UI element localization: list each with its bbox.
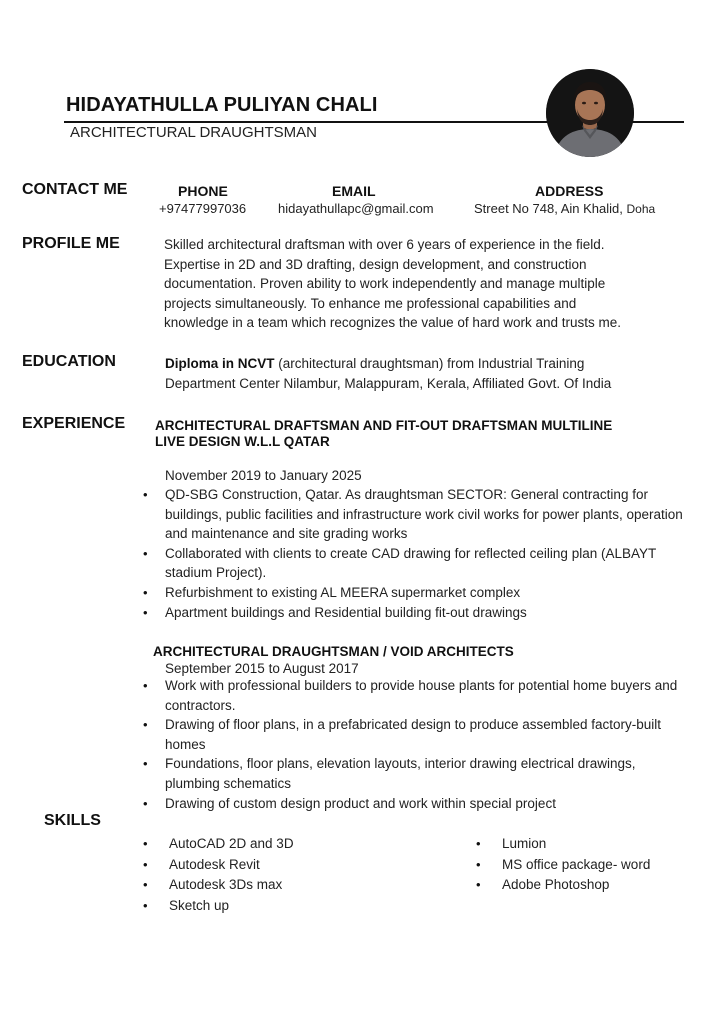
- skill-item: • Autodesk Revit: [141, 855, 441, 876]
- profile-line: projects simultaneously. To enhance me professional capabilities and: [164, 295, 577, 311]
- job-1-title-line: ARCHITECTURAL DRAFTSMAN AND FIT-OUT DRAFTSMAN MULTILINE: [155, 418, 613, 433]
- list-item: • QD-SBG Construction, Qatar. As draughtsman SECTOR: General contracting for buildings, public facilities and infrastructure work civil works for power plants, operation and maintenance and site grading works: [141, 485, 686, 544]
- education-institution: (architectural draughtsman) from Industrial Training: [274, 356, 585, 371]
- job-1-duties: [141, 485, 686, 622]
- list-item: • Drawing of custom design product and work within special project: [141, 794, 686, 814]
- list-item: • Refurbishment to existing AL MEERA supermarket complex: [141, 583, 686, 603]
- contact-heading: CONTACT ME: [22, 181, 128, 198]
- address-value: [474, 201, 655, 216]
- person-portrait-icon: [546, 69, 634, 157]
- skill-item: • Lumion: [474, 834, 694, 855]
- email-value[interactable]: hidayathullapc@gmail.com: [278, 201, 434, 216]
- education-degree: Diploma in NCVT: [165, 356, 275, 371]
- job-1-title: [155, 418, 695, 450]
- profile-line: Skilled architectural draftsman with over 6 years of experience in the field.: [164, 237, 605, 252]
- address-city: Doha: [626, 202, 656, 216]
- job-2-dates: September 2015 to August 2017: [165, 661, 359, 676]
- resume-name: HIDAYATHULLA PULIYAN CHALI: [66, 94, 378, 116]
- job-2-duties: [141, 676, 686, 813]
- address-label: ADDRESS: [535, 183, 604, 199]
- job-2-title: ARCHITECTURAL DRAUGHTSMAN / VOID ARCHITECTS: [153, 644, 514, 659]
- list-item: • Collaborated with clients to create CAD drawing for reflected ceiling plan (ALBAYT stadium Project).: [141, 544, 686, 583]
- list-item: • Work with professional builders to provide house plants for potential home buyers and contractors.: [141, 676, 686, 715]
- education-line: Department Center Nilambur, Malappuram, Kerala, Affiliated Govt. Of India: [165, 375, 612, 391]
- skills-list-left: [141, 834, 441, 916]
- profile-photo: [546, 69, 634, 157]
- skill-item: • MS office package- word: [474, 855, 694, 876]
- list-item: • Foundations, floor plans, elevation layouts, interior drawing electrical drawings, plumbing schematics: [141, 754, 686, 793]
- skills-heading: SKILLS: [44, 812, 101, 829]
- skill-item: • Adobe Photoshop: [474, 875, 694, 896]
- job-1-dates: November 2019 to January 2025: [165, 468, 362, 483]
- skill-item: • Sketch up: [141, 896, 441, 917]
- profile-heading: PROFILE ME: [22, 235, 120, 252]
- phone-value: +97477997036: [159, 201, 247, 216]
- profile-summary: [164, 235, 694, 333]
- experience-heading: EXPERIENCE: [22, 415, 126, 432]
- education-line: [165, 354, 695, 374]
- job-1-title-line: LIVE DESIGN W.L.L QATAR: [155, 434, 330, 449]
- job-title: ARCHITECTURAL DRAUGHTSMAN: [70, 124, 317, 141]
- profile-line: documentation. Proven ability to work independently and manage multiple: [164, 276, 606, 292]
- profile-line: Expertise in 2D and 3D drafting, design development, and construction: [164, 256, 587, 272]
- skill-item: • Autodesk 3Ds max: [141, 875, 441, 896]
- list-item: • Drawing of floor plans, in a prefabricated design to produce assembled factory-built homes: [141, 715, 686, 754]
- education-details: [165, 354, 695, 393]
- email-label: EMAIL: [332, 183, 376, 199]
- list-item: • Apartment buildings and Residential building fit-out drawings: [141, 603, 686, 623]
- skill-item: • AutoCAD 2D and 3D: [141, 834, 441, 855]
- profile-line: knowledge in a team which recognizes the value of hard work and trusts me.: [164, 315, 621, 331]
- skills-list-right: [474, 834, 694, 896]
- phone-label: PHONE: [178, 183, 228, 199]
- address-street: Street No 748, Ain Khalid,: [474, 201, 623, 216]
- education-heading: EDUCATION: [22, 353, 116, 370]
